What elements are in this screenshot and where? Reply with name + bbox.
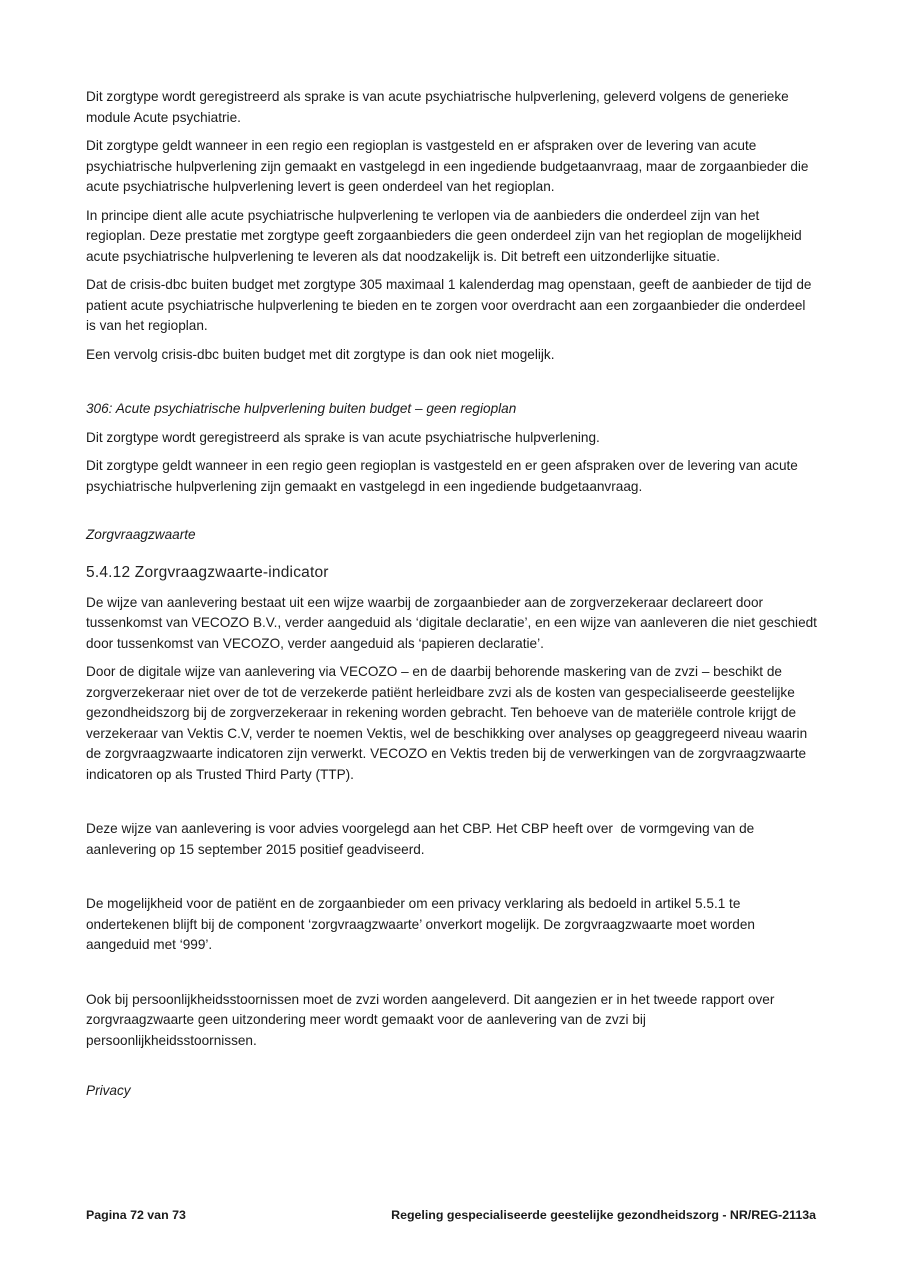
page-content xyxy=(86,87,821,1110)
paragraph-zvz-privacy-statement: De mogelijkheid voor de patiënt en de zorgaanbieder om een privacy verklaring als bedoeld in artikel 5.5.1 te ondertekenen blijft bij de component ‘zorgvraagzwaarte’ onverkort mogelijk. De zorgvraagzwaarte moet worden aangeduid met ‘999’. xyxy=(86,896,759,952)
heading-privacy: Privacy xyxy=(86,1083,131,1098)
paragraph-305-principle: In principe dient alle acute psychiatrische hulpverlening te verlopen via de aanbieders die onderdeel zijn van het regioplan. Deze prestatie met zorgtype geeft zorgaanbieders die geen onderdeel zijn van het regioplan de mogelijkheid acute psychiatrische hulpverlening te leveren als dat noodzakelijk is. Dit betreft een uitzonderlijke situatie. xyxy=(86,207,806,264)
paragraph-305-no-follow-up: Een vervolg crisis-dbc buiten budget met dit zorgtype is dan ook niet mogelijk. xyxy=(86,346,555,362)
footer-document-title: Regeling gespecialiseerde geestelijke gezondheidszorg - NR/REG-2113a xyxy=(391,1208,816,1222)
paragraph-306-registration: Dit zorgtype wordt geregistreerd als sprake is van acute psychiatrische hulpverlening. xyxy=(86,429,600,445)
heading-5-4-12-indicator: 5.4.12 Zorgvraagzwaarte-indicator xyxy=(86,563,329,581)
page-footer xyxy=(86,1207,816,1223)
paragraph-zvz-cbp-advice: Deze wijze van aanlevering is voor advies voorgelegd aan het CBP. Het CBP heeft over de vormgeving van de aanlevering op 15 september 2015 positief geadviseerd. xyxy=(86,821,759,857)
paragraph-305-applies-when: Dit zorgtype geldt wanneer in een regio een regioplan is vastgesteld en er afspraken over de levering van acute psychiatrische hulpverlening zijn gemaakt en vastgelegd in een ingediende budgetaanvraag, maar de zorgaanbieder die acute psychiatrische hulpverlening levert is geen onderdeel van het regioplan. xyxy=(86,138,813,194)
paragraph-zvz-vecozo-vektis: Door de digitale wijze van aanlevering via VECOZO – en de daarbij behorende maskering van de zvzi – beschikt de zorgverzekeraar niet over de tot de verzekerde patiënt herleidbare zvzi als de kosten van gespecialiseerde geestelijke gezondheidszorg bij de zorgverzekeraar in rekening worden gebracht. Ten behoeve van de materiële controle krijgt de verzekeraar van Vektis C.V, verder te noemen Vektis, wel de beschikking over analyses op geaggregeerd niveau waarin de zorgvraagzwaarte indicatoren zijn verwerkt. VECOZO en Vektis treden bij de verwerkingen van de zorgvraagzwaarte indicatoren op als Trusted Third Party (TTP). xyxy=(86,664,811,782)
paragraph-zvz-delivery-methods: De wijze van aanlevering bestaat uit een wijze waarbij de zorgaanbieder aan de zorgverzekeraar declareert door tussenkomst van VECOZO B.V., verder aangeduid als ‘digitale declaratie’, en een wijze van aanleveren die niet geschiedt door tussenkomst van VECOZO, verder aangeduid als ‘papieren declaratie’. xyxy=(86,594,821,651)
paragraph-306-applies-when: Dit zorgtype geldt wanneer in een regio geen regioplan is vastgesteld en er geen afspraken over de levering van acute psychiatrische hulpverlening zijn gemaakt en vastgelegd in een ingediende budgetaanvraag. xyxy=(86,458,802,494)
paragraph-305-registration: Dit zorgtype wordt geregistreerd als sprake is van acute psychiatrische hulpverlening, geleverd volgens de generieke module Acute psychiatrie. xyxy=(86,89,793,125)
heading-zorgvraagzwaarte: Zorgvraagzwaarte xyxy=(86,527,196,542)
paragraph-305-crisis-dbc: Dat de crisis-dbc buiten budget met zorgtype 305 maximaal 1 kalenderdag mag openstaan, geeft de aanbieder de tijd de patient acute psychiatrische hulpverlening te bieden en te zorgen voor overdracht aan een zorgaanbieder die onderdeel is van het regioplan. xyxy=(86,277,816,333)
heading-zorgtype-306: 306: Acute psychiatrische hulpverlening buiten budget – geen regioplan xyxy=(86,401,517,416)
paragraph-zvz-personality-disorders: Ook bij persoonlijkheidsstoornissen moet de zvzi worden aangeleverd. Dit aangezien er in het tweede rapport over zorgvraagzwaarte geen uitzondering meer wordt gemaakt voor de aanlevering van de zvzi bij persoonlijkheidsstoornissen. xyxy=(86,991,779,1048)
footer-page-number: Pagina 72 van 73 xyxy=(86,1208,186,1222)
